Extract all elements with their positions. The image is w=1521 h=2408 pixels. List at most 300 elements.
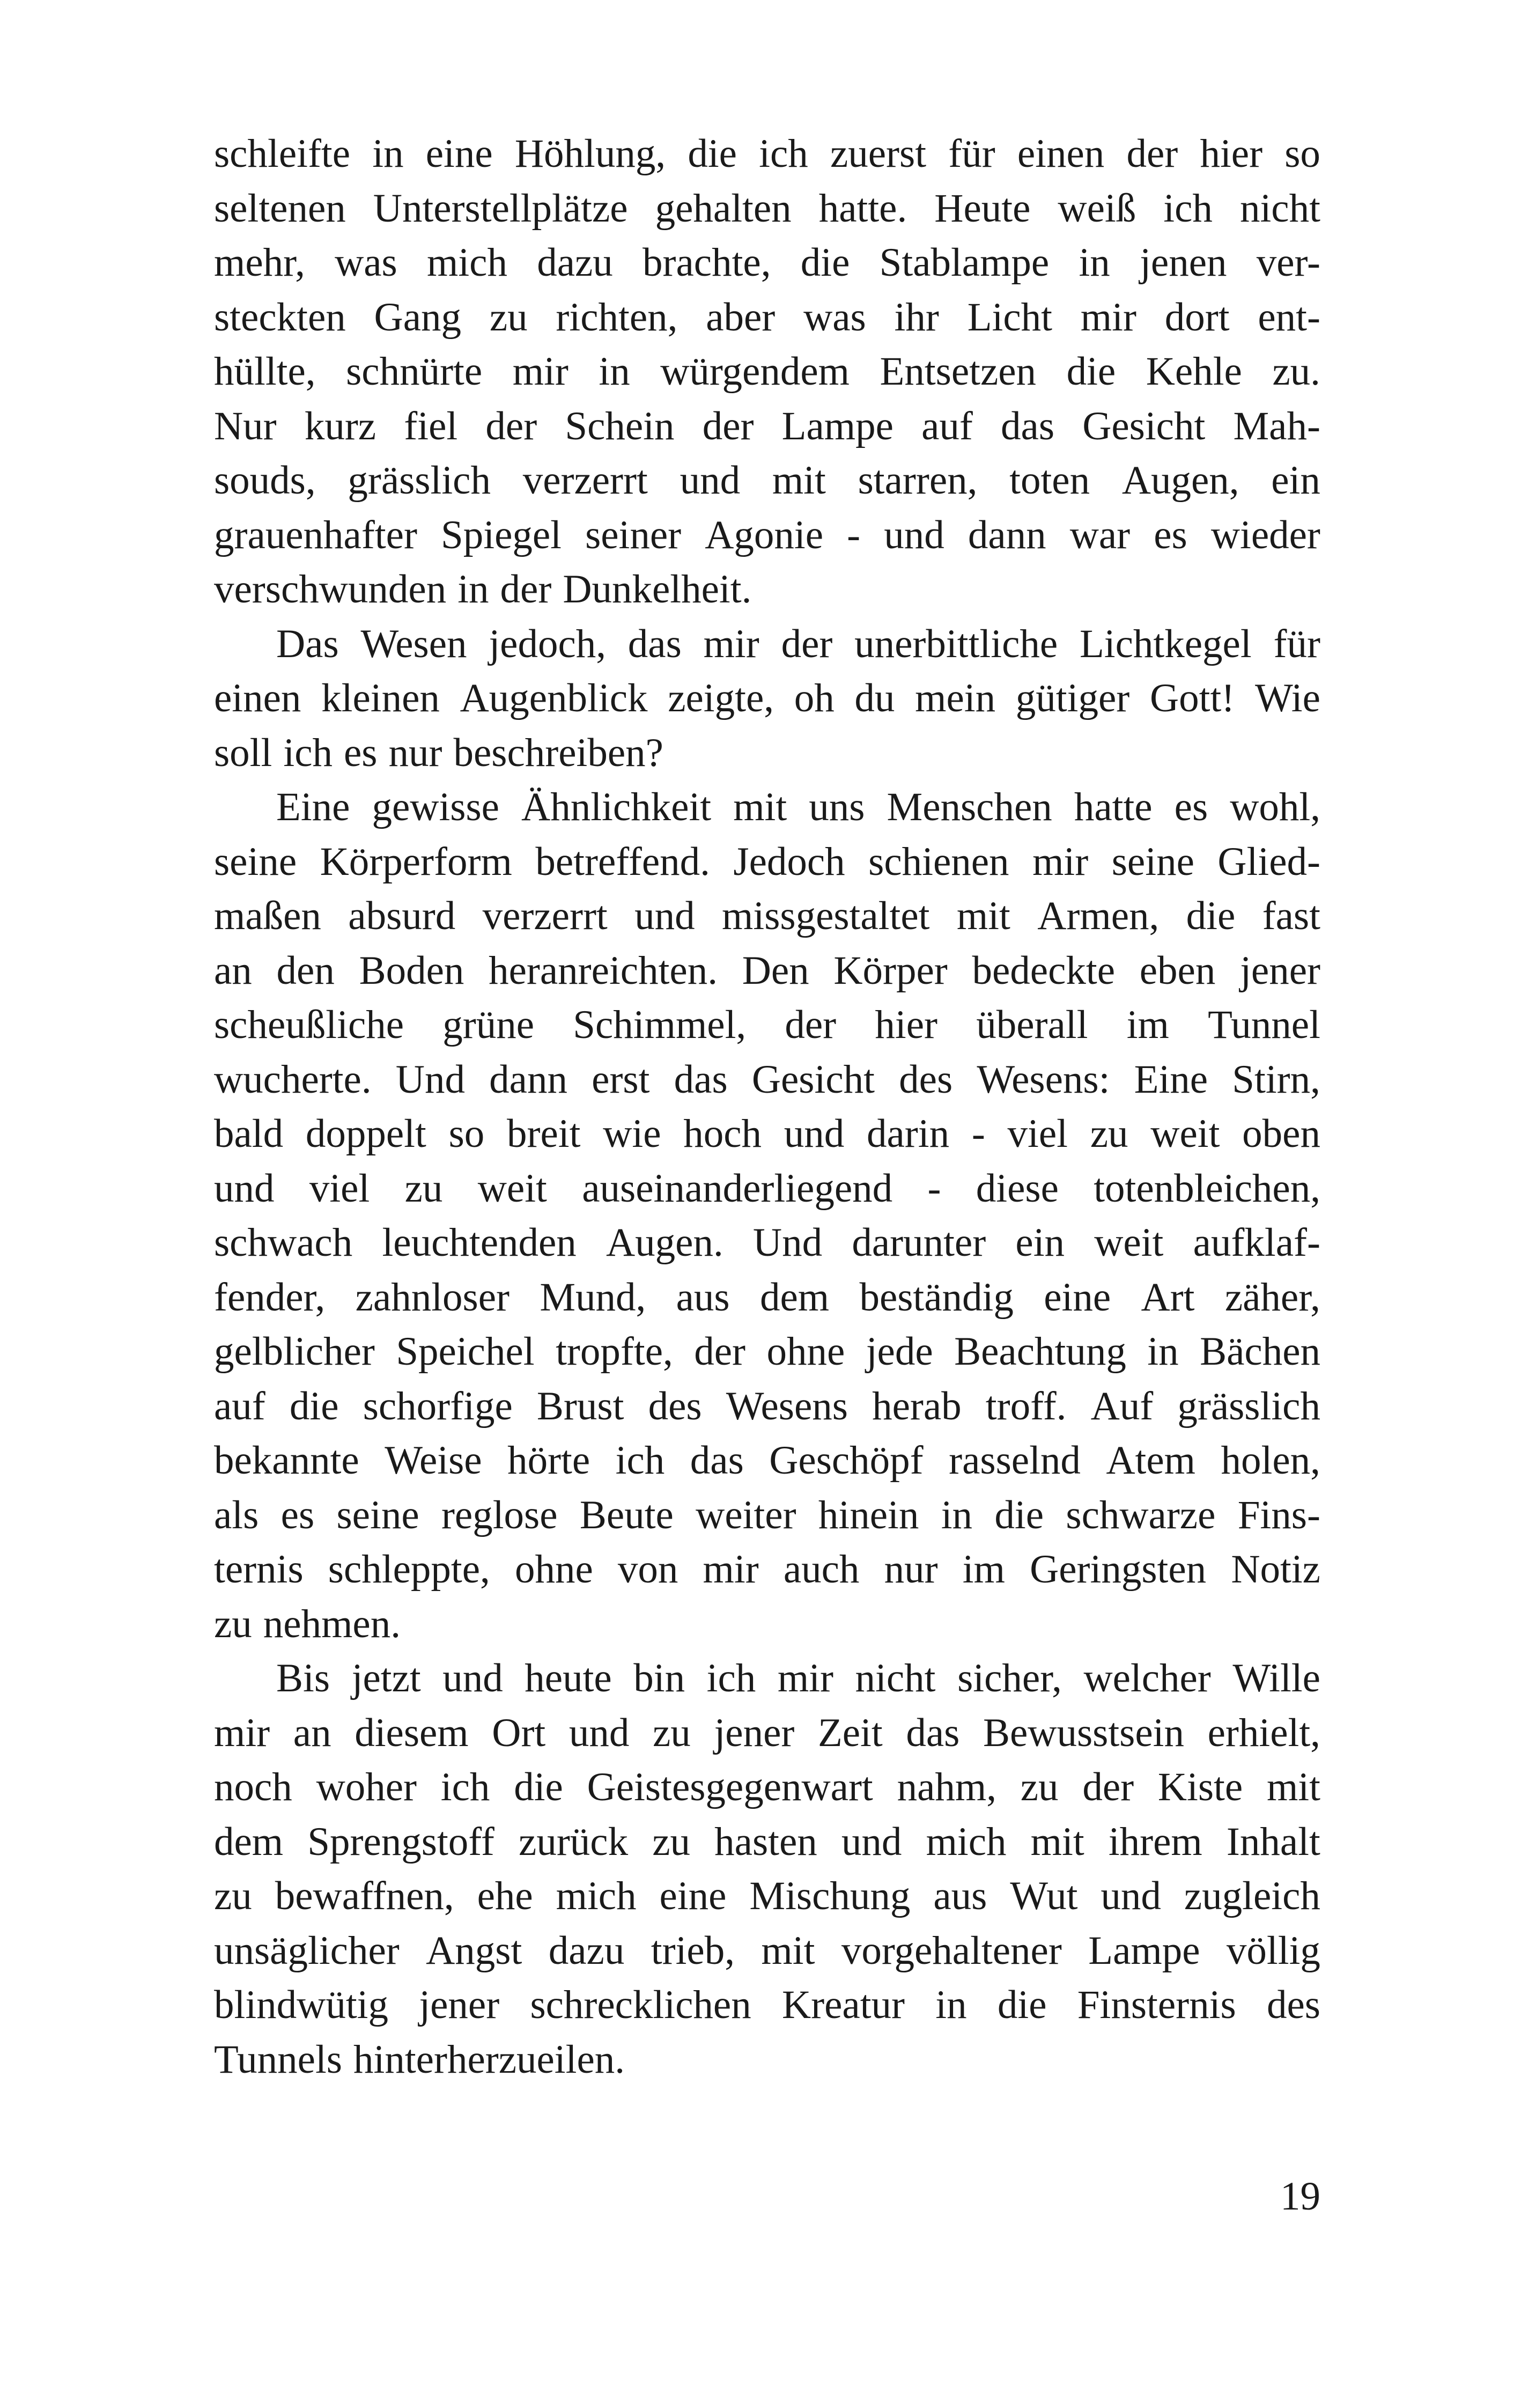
word: Spiegel	[441, 512, 562, 557]
word: seiner	[585, 512, 682, 557]
word: in	[1147, 1329, 1179, 1374]
word: Notiz	[1231, 1547, 1320, 1592]
word: und	[784, 1111, 845, 1156]
text-line	[214, 562, 1320, 617]
text-line	[214, 671, 1320, 726]
word: Sprengstoff	[307, 1819, 494, 1864]
text-line	[214, 1216, 1320, 1270]
word: zu	[1090, 1111, 1128, 1156]
word: -	[847, 512, 861, 557]
word: eine	[425, 131, 493, 176]
text-line	[214, 889, 1320, 944]
word: beschreiben?	[453, 730, 663, 775]
word: mir	[1080, 294, 1136, 340]
word: Lampe	[1088, 1928, 1200, 1973]
word: in	[372, 131, 404, 176]
word: Und	[395, 1057, 465, 1102]
text-line	[214, 617, 1320, 672]
word: grässlich	[348, 458, 491, 503]
word: und	[214, 1166, 275, 1211]
word: nehmen.	[263, 1601, 401, 1646]
word: aufklaf-	[1193, 1220, 1320, 1265]
word: der	[694, 1329, 745, 1374]
word: zahnloser	[355, 1275, 510, 1320]
body-text	[214, 127, 1320, 2087]
word: seine	[1111, 839, 1194, 884]
word: heute	[525, 1656, 612, 1700]
text-line	[214, 290, 1320, 345]
text-line	[214, 1815, 1320, 1869]
word: weiter	[696, 1492, 796, 1537]
word: die	[1186, 894, 1236, 938]
word: Kreatur	[781, 1983, 905, 2027]
word: dem	[759, 1275, 830, 1320]
word: ein	[1015, 1220, 1065, 1265]
word: fender,	[214, 1275, 326, 1320]
word: zugleich	[1184, 1874, 1320, 1918]
word: es	[344, 730, 378, 775]
word: seine	[214, 839, 297, 884]
word: oh	[794, 676, 835, 720]
text-line	[214, 235, 1320, 290]
word: ich	[615, 1438, 665, 1483]
word: Glied-	[1217, 839, 1320, 884]
word: Speichel	[396, 1329, 535, 1374]
word: erhielt,	[1207, 1710, 1320, 1755]
word: Dunkelheit.	[563, 567, 752, 612]
word: vorgehaltener	[841, 1928, 1062, 1973]
text-line	[214, 1379, 1320, 1434]
text-line	[214, 2033, 1320, 2087]
word: jedoch,	[489, 621, 606, 666]
word: zäher,	[1224, 1275, 1320, 1320]
word: Wesen	[360, 621, 467, 666]
word: wohl,	[1230, 785, 1320, 829]
word: absurd	[348, 894, 456, 938]
word: Augen,	[1121, 458, 1239, 503]
text-line	[214, 181, 1320, 236]
word: hier	[1200, 131, 1263, 176]
word: der	[702, 403, 754, 448]
word: zurück	[519, 1819, 629, 1864]
word: und	[680, 458, 741, 503]
text-line	[214, 1270, 1320, 1325]
word: scheußliche	[214, 1003, 404, 1047]
word: eben	[1139, 948, 1216, 993]
word: für	[1273, 621, 1320, 666]
word: mir	[703, 1547, 759, 1592]
word: zu	[404, 1166, 443, 1211]
word: unsäglicher	[214, 1928, 400, 1973]
word: Mischung	[749, 1874, 911, 1918]
word: gütiger	[1015, 676, 1130, 720]
word: doppelt	[305, 1111, 426, 1156]
text-line	[214, 726, 1320, 780]
word: hörte	[507, 1438, 590, 1483]
word: Geistesgegenwart	[587, 1765, 873, 1809]
word: auf	[214, 1383, 265, 1428]
word: an	[293, 1710, 331, 1755]
word: weit	[1094, 1220, 1164, 1265]
word: mein	[915, 676, 996, 720]
word: Gesicht	[1082, 403, 1206, 448]
word: bin	[633, 1656, 685, 1700]
word: des	[1266, 1983, 1320, 2027]
word: mir	[214, 1710, 270, 1755]
word: zu	[652, 1819, 691, 1864]
word: des	[648, 1383, 702, 1428]
text-line	[214, 1324, 1320, 1379]
word: ein	[1271, 458, 1320, 503]
word: wieder	[1210, 512, 1320, 557]
word: Stablampe	[879, 240, 1050, 285]
word: jener	[419, 1983, 500, 2027]
word: kleinen	[321, 676, 440, 720]
word: und	[568, 1710, 630, 1755]
text-line	[214, 1760, 1320, 1815]
word: dann	[489, 1057, 567, 1102]
word: mehr,	[214, 240, 305, 285]
word: darunter	[852, 1220, 986, 1265]
word: ver-	[1256, 240, 1320, 285]
text-line	[214, 1542, 1320, 1597]
word: überall	[976, 1003, 1088, 1047]
text-line	[214, 1651, 1320, 1706]
word: Angst	[426, 1928, 522, 1973]
word: Ähnlichkeit	[521, 785, 712, 829]
word: jetzt	[351, 1656, 421, 1700]
word: Nur	[214, 403, 277, 448]
word: Das	[276, 621, 339, 666]
word: Atem	[1106, 1438, 1196, 1483]
word: Wille	[1232, 1656, 1320, 1700]
word: die	[514, 1765, 563, 1809]
word: brachte,	[643, 240, 771, 285]
word: mich	[926, 1819, 1007, 1864]
word: Mund,	[540, 1275, 646, 1320]
word: der	[1126, 131, 1178, 176]
word: zu	[489, 294, 528, 340]
word: der	[781, 621, 833, 666]
word: der	[500, 567, 552, 612]
word: nur	[388, 730, 442, 775]
word: -	[971, 1111, 985, 1156]
text-line	[214, 780, 1320, 835]
word: Licht	[967, 294, 1052, 340]
word: die	[800, 240, 850, 285]
word: Und	[752, 1220, 823, 1265]
word: Schimmel,	[573, 1003, 747, 1047]
word: diesem	[355, 1710, 469, 1755]
word: zu	[653, 1710, 691, 1755]
word: mit	[956, 894, 1010, 938]
word: maßen	[214, 894, 321, 938]
word: Brust	[536, 1383, 624, 1428]
text-line	[214, 998, 1320, 1052]
word: reglose	[441, 1492, 558, 1537]
word: mich	[556, 1874, 637, 1918]
word: von	[617, 1547, 678, 1592]
word: es	[280, 1492, 315, 1537]
word: Bächen	[1200, 1329, 1320, 1374]
word: Lichtkegel	[1079, 621, 1252, 666]
word: einen	[1017, 131, 1105, 176]
word: betreffend.	[535, 839, 710, 884]
text-line	[214, 1869, 1320, 1924]
word: aus	[933, 1874, 987, 1918]
word: troff.	[985, 1383, 1067, 1428]
word: Wie	[1254, 676, 1320, 720]
word: tropfte,	[556, 1329, 673, 1374]
word: und	[841, 1819, 902, 1864]
word: einen	[214, 676, 301, 720]
word: das	[627, 621, 682, 666]
word: Gott!	[1149, 676, 1235, 720]
word: Tunnel	[1208, 1003, 1320, 1047]
word: das	[906, 1710, 960, 1755]
word: schleppte,	[328, 1547, 490, 1592]
word: noch	[214, 1765, 292, 1809]
word: schrecklichen	[530, 1983, 751, 2027]
word: in	[935, 1983, 967, 2027]
word: verschwunden	[214, 567, 447, 612]
word: souds,	[214, 458, 316, 503]
word: beständig	[859, 1275, 1014, 1320]
word: des	[899, 1057, 953, 1102]
word: jenen	[1140, 240, 1227, 285]
word: es	[1174, 785, 1208, 829]
word: toten	[1009, 458, 1090, 503]
word: Gesicht	[751, 1057, 875, 1102]
word: bekannte	[214, 1438, 359, 1483]
word: auch	[783, 1547, 860, 1592]
word: hüllte,	[214, 349, 316, 394]
text-line	[214, 1924, 1320, 1978]
word: Jedoch	[733, 839, 845, 884]
word: Schein	[565, 403, 675, 448]
word: auseinanderliegend	[582, 1166, 893, 1211]
word: starren,	[858, 458, 978, 503]
word: dann	[968, 512, 1046, 557]
word: das	[674, 1057, 728, 1102]
word: grässlich	[1177, 1383, 1320, 1428]
word: verzerrt	[522, 458, 648, 503]
word: Tunnels	[214, 2037, 342, 2082]
word: Wesens:	[977, 1057, 1110, 1102]
word: schleifte	[214, 131, 351, 176]
text-line	[214, 399, 1320, 454]
word: gewisse	[372, 785, 499, 829]
word: ich	[706, 1656, 756, 1700]
text-line	[214, 1488, 1320, 1543]
text-line	[214, 1978, 1320, 2033]
text-line	[214, 127, 1320, 181]
word: zeigte,	[668, 676, 774, 720]
paragraph	[214, 1651, 1320, 2087]
word: Beachtung	[954, 1329, 1126, 1374]
word: Wut	[1010, 1874, 1078, 1918]
word: Fins-	[1237, 1492, 1320, 1537]
word: in	[941, 1492, 973, 1537]
word: zu	[214, 1601, 252, 1646]
word: weit	[1150, 1111, 1220, 1156]
word: bewaffnen,	[275, 1874, 454, 1918]
word: Menschen	[887, 785, 1052, 829]
word: hoch	[683, 1111, 762, 1156]
paragraph	[214, 617, 1320, 780]
word: seine	[336, 1492, 419, 1537]
word: dazu	[548, 1928, 625, 1973]
word: ohne	[514, 1547, 593, 1592]
paragraph	[214, 127, 1320, 617]
word: Kiste	[1157, 1765, 1243, 1809]
word: gehalten	[655, 186, 792, 231]
word: seltenen	[214, 186, 346, 231]
word: Auf	[1090, 1383, 1154, 1428]
word: Weise	[385, 1438, 482, 1483]
word: Geschöpf	[769, 1438, 924, 1483]
word: Unterstellplätze	[373, 186, 628, 231]
word: mit	[772, 458, 826, 503]
word: aus	[676, 1275, 730, 1320]
text-line	[214, 1597, 1320, 1652]
word: fast	[1262, 894, 1320, 938]
word: ternis	[214, 1547, 304, 1592]
word: Stirn,	[1232, 1057, 1320, 1102]
word: zu	[214, 1874, 252, 1918]
word: ihr	[894, 294, 939, 340]
word: trieb,	[651, 1928, 735, 1973]
word: rasselnd	[949, 1438, 1081, 1483]
word: aber	[706, 294, 776, 340]
word: Bewusstsein	[983, 1710, 1184, 1755]
word: würgendem	[660, 349, 850, 394]
word: mir	[703, 621, 759, 666]
word: die	[289, 1383, 339, 1428]
word: viel	[309, 1166, 370, 1211]
word: Wesens	[726, 1383, 848, 1428]
word: Beute	[579, 1492, 674, 1537]
word: viel	[1007, 1111, 1068, 1156]
word: Kehle	[1146, 349, 1242, 394]
word: was	[803, 294, 866, 340]
word: grüne	[442, 1003, 535, 1047]
word: was	[335, 240, 397, 285]
word: hier	[875, 1003, 937, 1047]
word: Körper	[833, 948, 948, 993]
word: mit	[733, 785, 787, 829]
text-line	[214, 1161, 1320, 1216]
word: ohne	[766, 1329, 845, 1374]
word: es	[1154, 512, 1187, 557]
word: missgestaltet	[722, 894, 930, 938]
word: der	[785, 1003, 837, 1047]
word: ihrem	[1108, 1819, 1202, 1864]
word: herab	[872, 1383, 962, 1428]
word: Heute	[934, 186, 1031, 231]
word: breit	[507, 1111, 581, 1156]
text-line	[214, 944, 1320, 998]
word: Körperform	[320, 839, 512, 884]
word: jener	[1240, 948, 1320, 993]
word: Armen,	[1037, 894, 1160, 938]
word: den	[276, 948, 335, 993]
word: jener	[714, 1710, 795, 1755]
word: Zeit	[817, 1710, 883, 1755]
word: jede	[866, 1329, 933, 1374]
word: holen,	[1221, 1438, 1320, 1483]
word: unerbittliche	[854, 621, 1058, 666]
word: in	[599, 349, 630, 394]
word: so	[448, 1111, 485, 1156]
word: soll	[214, 730, 272, 775]
word: mit	[1030, 1819, 1084, 1864]
word: welcher	[1083, 1656, 1211, 1700]
word: -	[927, 1166, 941, 1211]
word: zuerst	[830, 131, 927, 176]
word: mir	[1032, 839, 1089, 884]
word: hatte.	[818, 186, 907, 231]
word: der	[485, 403, 537, 448]
word: Lampe	[781, 403, 894, 448]
word: du	[854, 676, 895, 720]
word: als	[214, 1492, 259, 1537]
word: ich	[283, 730, 333, 775]
word: oben	[1242, 1111, 1320, 1156]
word: und	[634, 894, 695, 938]
word: die	[688, 131, 737, 176]
word: nicht	[1239, 186, 1320, 231]
word: das	[1001, 403, 1055, 448]
word: Bis	[276, 1656, 330, 1700]
word: Boden	[359, 948, 464, 993]
word: hinein	[818, 1492, 919, 1537]
word: dem	[214, 1819, 284, 1864]
paragraph	[214, 780, 1320, 1651]
word: mich	[427, 240, 507, 285]
word: das	[690, 1438, 744, 1483]
word: Geringsten	[1030, 1547, 1207, 1592]
word: im	[1126, 1003, 1169, 1047]
word: auf	[921, 403, 973, 448]
word: mir	[777, 1656, 833, 1700]
word: blindwütig	[214, 1983, 389, 2027]
word: Den	[742, 948, 809, 993]
word: dort	[1164, 294, 1230, 340]
word: steckten	[214, 294, 346, 340]
word: ich	[1163, 186, 1213, 231]
word: Eine	[276, 785, 350, 829]
word: nahm,	[897, 1765, 996, 1809]
word: sicher,	[957, 1656, 1062, 1700]
text-line	[214, 1433, 1320, 1488]
word: schienen	[868, 839, 1009, 884]
word: zu.	[1272, 349, 1320, 394]
word: bald	[214, 1111, 284, 1156]
word: richten,	[556, 294, 678, 340]
text-line	[214, 1107, 1320, 1161]
word: weiß	[1058, 186, 1136, 231]
text-line	[214, 1706, 1320, 1761]
word: verzerrt	[482, 894, 608, 938]
word: in	[1079, 240, 1110, 285]
word: gelblicher	[214, 1329, 375, 1374]
word: und	[442, 1656, 503, 1700]
word: mit	[1266, 1765, 1320, 1809]
word: Eine	[1134, 1057, 1208, 1102]
word: heranreichten.	[489, 948, 718, 993]
word: nur	[884, 1547, 938, 1592]
